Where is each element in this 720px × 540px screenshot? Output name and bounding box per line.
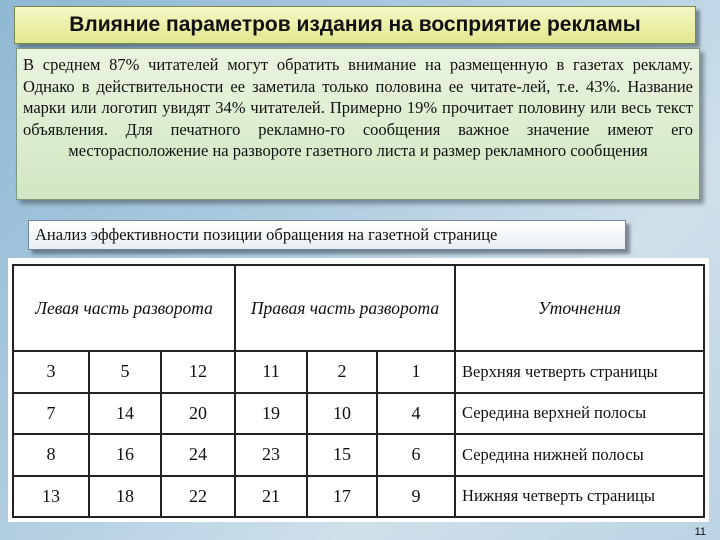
cell-note: Середина нижней полосы: [455, 434, 704, 476]
table-row: [13, 351, 704, 393]
cell-left: 7: [13, 393, 89, 435]
intro-box: [16, 48, 700, 200]
cell-right: 15: [307, 434, 377, 476]
cell-right: 11: [235, 351, 307, 393]
header-notes: Уточнения: [455, 265, 704, 351]
cell-right: 23: [235, 434, 307, 476]
cell-left: 24: [161, 434, 235, 476]
cell-note: Середина верхней полосы: [455, 393, 704, 435]
cell-right: 21: [235, 476, 307, 518]
header-right-spread: Правая часть разворота: [235, 265, 455, 351]
cell-right: 9: [377, 476, 455, 518]
cell-left: 8: [13, 434, 89, 476]
header-left-spread: Левая часть разворота: [13, 265, 235, 351]
cell-left: 5: [89, 351, 161, 393]
subtitle-banner: [28, 220, 626, 250]
table-row: [13, 476, 704, 518]
table-panel: [8, 258, 709, 522]
cell-left: 20: [161, 393, 235, 435]
cell-right: 4: [377, 393, 455, 435]
cell-note: Верхняя четверть страницы: [455, 351, 704, 393]
cell-left: 16: [89, 434, 161, 476]
intro-paragraph: В среднем 87% читателей могут обратить внимание на размещенную в газетах рекламу. Однако в действительности ее заметила только половина ее читате-лей, т.е. 43%. Название марки или логотип увидят 34% читателей. Примерно 19% прочитает половину или весь текст объявления. Для печатного рекламно-го сообщения важное значение имеют его месторасположение на развороте газетного листа и размер рекламного сообщения: [23, 55, 693, 160]
cell-right: 10: [307, 393, 377, 435]
table-subtitle: Анализ эффективности позиции обращения на газетной странице: [35, 225, 498, 244]
cell-right: 17: [307, 476, 377, 518]
cell-right: 19: [235, 393, 307, 435]
cell-left: 18: [89, 476, 161, 518]
cell-note: Нижняя четверть страницы: [455, 476, 704, 518]
cell-left: 22: [161, 476, 235, 518]
table-row: [13, 393, 704, 435]
cell-left: 12: [161, 351, 235, 393]
position-table: [12, 264, 705, 518]
title-banner: [14, 6, 696, 44]
cell-left: 14: [89, 393, 161, 435]
cell-left: 13: [13, 476, 89, 518]
page-title: Влияние параметров издания на восприятие рекламы: [69, 13, 641, 36]
cell-left: 3: [13, 351, 89, 393]
cell-right: 6: [377, 434, 455, 476]
cell-right: 1: [377, 351, 455, 393]
cell-right: 2: [307, 351, 377, 393]
page-number: 11: [694, 526, 706, 538]
table-row: [13, 434, 704, 476]
